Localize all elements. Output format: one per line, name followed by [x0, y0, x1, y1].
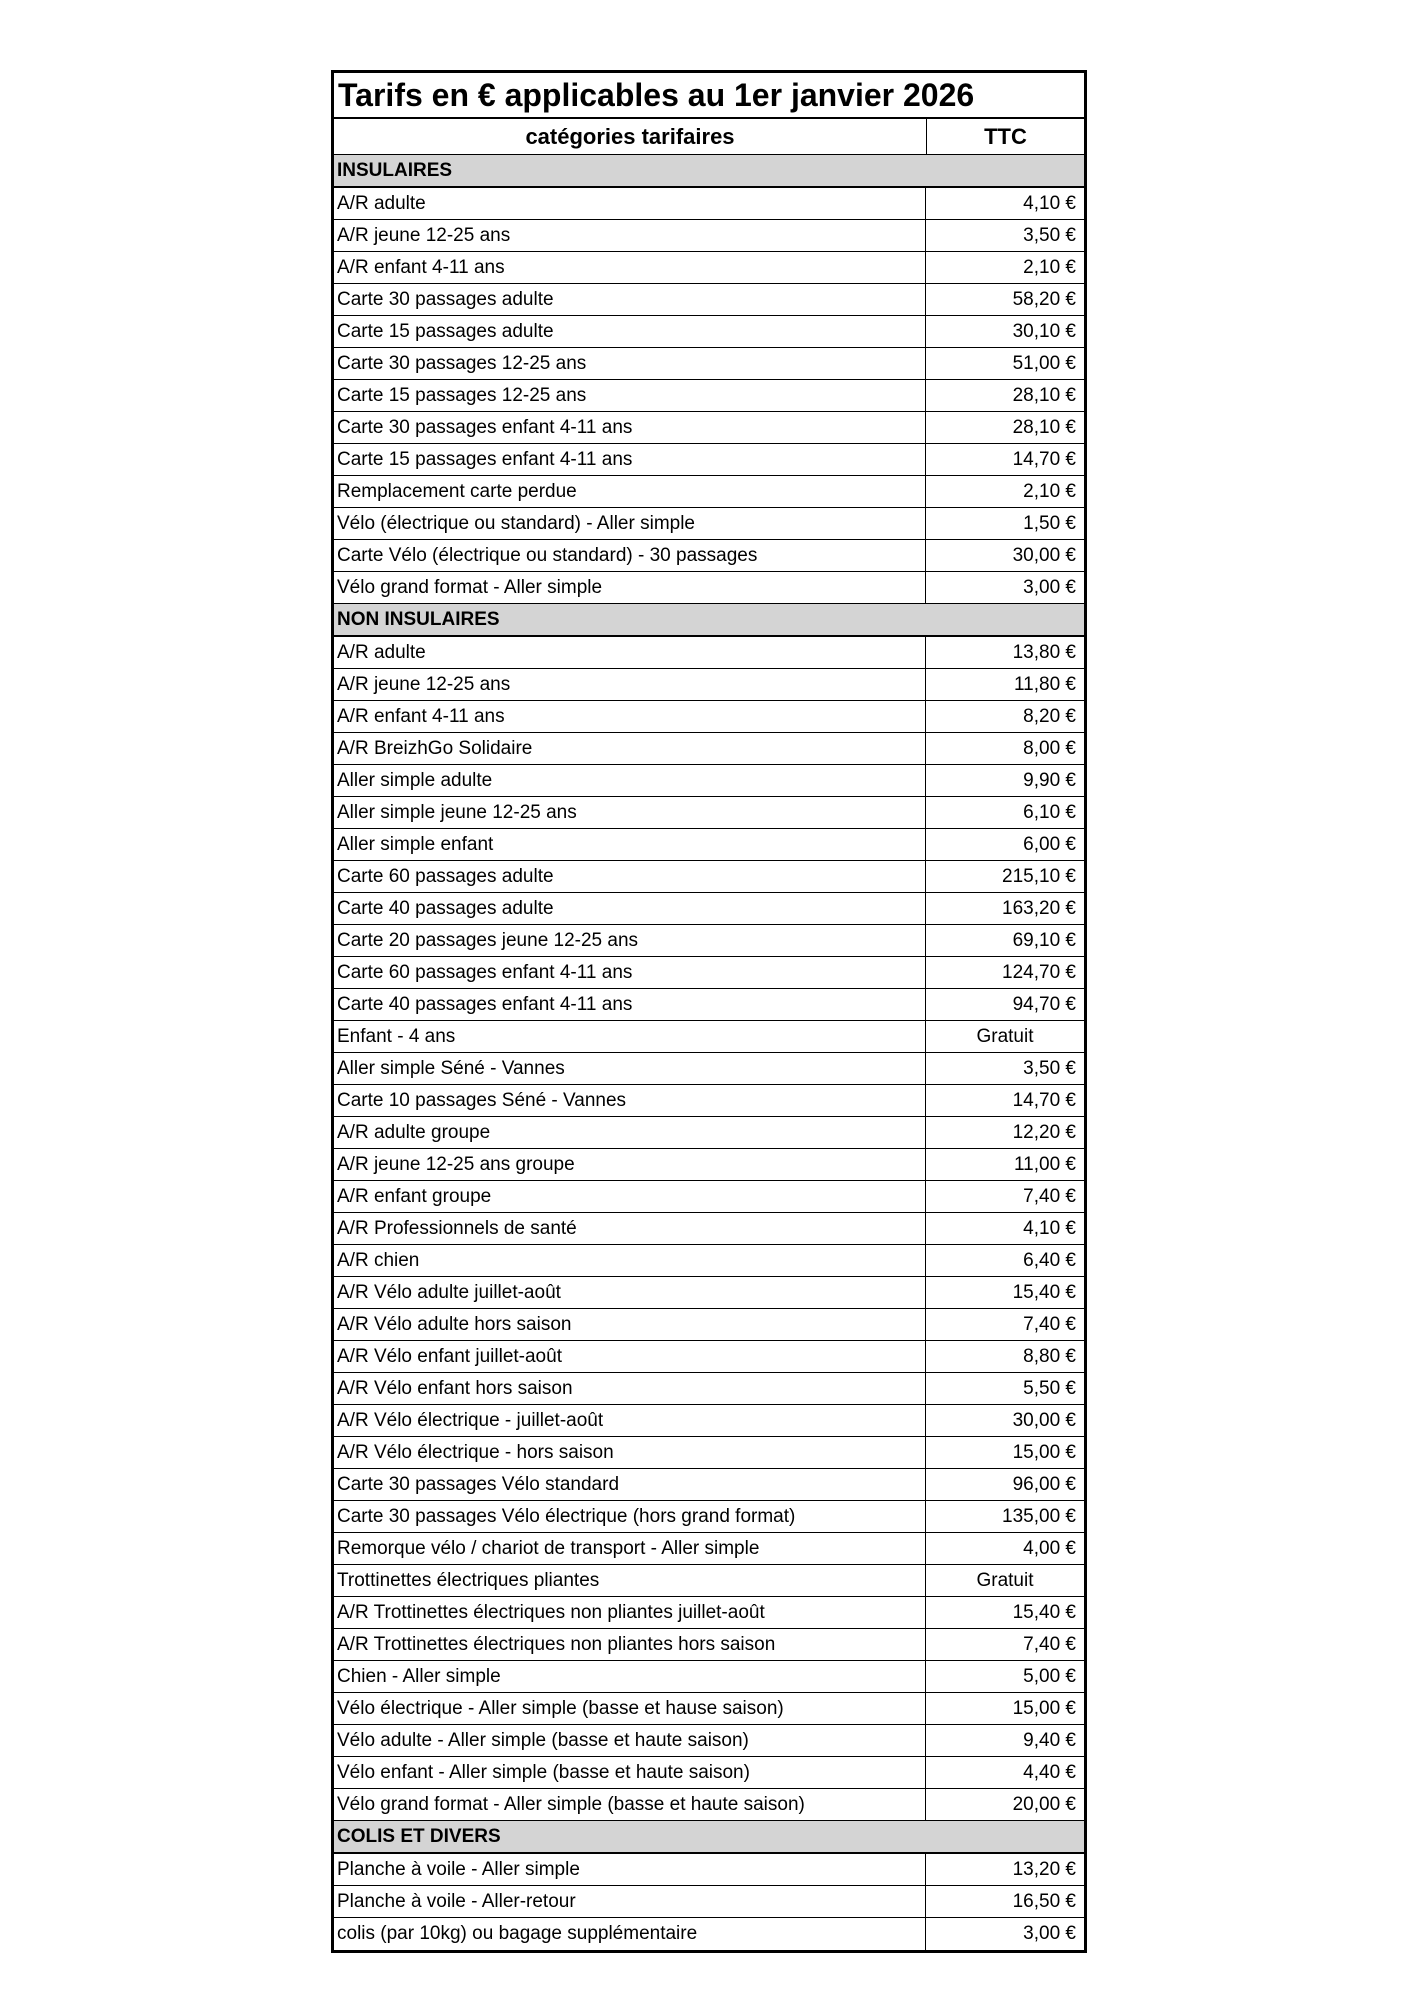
row-label: Carte 30 passages adulte: [334, 284, 926, 315]
row-price: 7,40 €: [1023, 1634, 1076, 1655]
row-label: A/R Vélo adulte juillet-août: [334, 1277, 926, 1308]
row-price: 15,40 €: [1012, 1602, 1076, 1623]
table-row: [334, 1629, 1084, 1661]
row-price: 8,00 €: [1023, 738, 1076, 759]
table-row: [334, 1661, 1084, 1693]
row-price: 6,10 €: [1023, 802, 1076, 823]
row-label: A/R adulte: [334, 637, 926, 668]
row-label: Vélo adulte - Aller simple (basse et haute saison): [334, 1725, 926, 1756]
table-row: [334, 829, 1084, 861]
row-label: A/R enfant groupe: [334, 1181, 926, 1212]
table-row: [334, 348, 1084, 380]
row-label: Carte 30 passages Vélo standard: [334, 1469, 926, 1500]
row-price: 15,00 €: [1012, 1698, 1076, 1719]
row-label: Remplacement carte perdue: [334, 476, 926, 507]
row-label: Vélo (électrique ou standard) - Aller simple: [334, 508, 926, 539]
row-price: 8,80 €: [1023, 1346, 1076, 1367]
table-row: [334, 1565, 1084, 1597]
table-row: [334, 508, 1084, 540]
row-price: 9,40 €: [1023, 1730, 1076, 1751]
row-price: 3,50 €: [1023, 225, 1076, 246]
row-label: Vélo enfant - Aller simple (basse et haute saison): [334, 1757, 926, 1788]
table-row: [334, 444, 1084, 476]
page-title: Tarifs en € applicables au 1er janvier 2026: [334, 73, 1084, 119]
row-label: Enfant - 4 ans: [334, 1021, 926, 1052]
row-label: A/R chien: [334, 1245, 926, 1276]
table-row: [334, 669, 1084, 701]
table-row: [334, 220, 1084, 252]
table-row: [334, 1597, 1084, 1629]
table-row: [334, 957, 1084, 989]
row-price: 69,10 €: [1012, 930, 1076, 951]
table-row: [334, 1789, 1084, 1821]
row-label: Carte 20 passages jeune 12-25 ans: [334, 925, 926, 956]
row-price: 7,40 €: [1023, 1186, 1076, 1207]
row-price: 2,10 €: [1023, 257, 1076, 278]
table-row: [334, 701, 1084, 733]
row-price: 13,20 €: [1012, 1859, 1076, 1880]
row-price: 4,10 €: [1023, 1218, 1076, 1239]
table-row: [334, 1245, 1084, 1277]
row-label: A/R Vélo électrique - juillet-août: [334, 1405, 926, 1436]
row-label: Carte 30 passages enfant 4-11 ans: [334, 412, 926, 443]
row-price: 5,00 €: [1023, 1666, 1076, 1687]
section-header: COLIS ET DIVERS: [334, 1821, 1084, 1854]
row-price: 3,00 €: [1023, 577, 1076, 598]
row-price: 6,00 €: [1023, 834, 1076, 855]
row-label: Carte 40 passages adulte: [334, 893, 926, 924]
row-label: Carte 10 passages Séné - Vannes: [334, 1085, 926, 1116]
row-price: 2,10 €: [1023, 481, 1076, 502]
row-price: 3,50 €: [1023, 1058, 1076, 1079]
table-row: [334, 1341, 1084, 1373]
row-label: Planche à voile - Aller-retour: [334, 1886, 926, 1917]
row-price: 28,10 €: [1012, 385, 1076, 406]
row-price: 3,00 €: [1023, 1923, 1076, 1944]
table-row: [334, 1725, 1084, 1757]
row-label: Carte Vélo (électrique ou standard) - 30 passages: [334, 540, 926, 571]
table-row: [334, 765, 1084, 797]
table-row: [334, 1277, 1084, 1309]
row-label: A/R enfant 4-11 ans: [334, 252, 926, 283]
row-price: 15,00 €: [1012, 1442, 1076, 1463]
table-row: [334, 380, 1084, 412]
row-label: Vélo grand format - Aller simple (basse et haute saison): [334, 1789, 926, 1820]
row-price: 14,70 €: [1012, 449, 1076, 470]
row-label: Vélo électrique - Aller simple (basse et hause saison): [334, 1693, 926, 1724]
table-header: [334, 119, 1084, 155]
table-row: [334, 1085, 1084, 1117]
row-label: A/R Professionnels de santé: [334, 1213, 926, 1244]
row-label: A/R jeune 12-25 ans groupe: [334, 1149, 926, 1180]
row-label: A/R enfant 4-11 ans: [334, 701, 926, 732]
table-row: [334, 637, 1084, 669]
row-price: 124,70 €: [1002, 962, 1076, 983]
table-row: [334, 1533, 1084, 1565]
row-price: 5,50 €: [1023, 1378, 1076, 1399]
row-price: 94,70 €: [1012, 994, 1076, 1015]
row-price: 15,40 €: [1012, 1282, 1076, 1303]
row-price: 28,10 €: [1012, 417, 1076, 438]
row-label: A/R Vélo enfant juillet-août: [334, 1341, 926, 1372]
row-price: 4,10 €: [1023, 193, 1076, 214]
row-label: Trottinettes électriques pliantes: [334, 1565, 926, 1596]
row-price: 30,10 €: [1012, 321, 1076, 342]
table-row: [334, 1309, 1084, 1341]
row-label: colis (par 10kg) ou bagage supplémentaire: [334, 1918, 926, 1950]
table-row: [334, 572, 1084, 604]
table-row: [334, 476, 1084, 508]
table-row: [334, 316, 1084, 348]
row-label: Planche à voile - Aller simple: [334, 1854, 926, 1885]
table-row: [334, 1021, 1084, 1053]
row-label: A/R Vélo enfant hors saison: [334, 1373, 926, 1404]
row-price: 58,20 €: [1012, 289, 1076, 310]
row-price: Gratuit: [976, 1026, 1034, 1047]
row-price: 8,20 €: [1023, 706, 1076, 727]
row-label: A/R Trottinettes électriques non pliantes hors saison: [334, 1629, 926, 1660]
header-price: TTC: [984, 124, 1027, 149]
row-label: Chien - Aller simple: [334, 1661, 926, 1692]
row-price: 215,10 €: [1002, 866, 1076, 887]
table-row: [334, 188, 1084, 220]
header-category: catégories tarifaires: [334, 119, 927, 154]
row-label: A/R BreizhGo Solidaire: [334, 733, 926, 764]
row-label: A/R adulte groupe: [334, 1117, 926, 1148]
row-price: 135,00 €: [1002, 1506, 1076, 1527]
row-price: 4,00 €: [1023, 1538, 1076, 1559]
table-row: [334, 1501, 1084, 1533]
table-row: [334, 1117, 1084, 1149]
row-label: Carte 30 passages Vélo électrique (hors grand format): [334, 1501, 926, 1532]
table-row: [334, 1149, 1084, 1181]
row-price: 14,70 €: [1012, 1090, 1076, 1111]
table-row: [334, 925, 1084, 957]
row-label: Carte 40 passages enfant 4-11 ans: [334, 989, 926, 1020]
row-label: A/R Vélo électrique - hors saison: [334, 1437, 926, 1468]
section-header: INSULAIRES: [334, 155, 1084, 188]
row-label: Carte 15 passages 12-25 ans: [334, 380, 926, 411]
row-price: 1,50 €: [1023, 513, 1076, 534]
row-price: 12,20 €: [1012, 1122, 1076, 1143]
row-label: Carte 60 passages enfant 4-11 ans: [334, 957, 926, 988]
row-label: Carte 15 passages adulte: [334, 316, 926, 347]
row-price: 51,00 €: [1012, 353, 1076, 374]
row-label: Carte 60 passages adulte: [334, 861, 926, 892]
row-label: A/R Trottinettes électriques non pliantes juillet-août: [334, 1597, 926, 1628]
row-label: Vélo grand format - Aller simple: [334, 572, 926, 603]
table-row: [334, 1373, 1084, 1405]
table-row: [334, 1854, 1084, 1886]
row-label: Aller simple enfant: [334, 829, 926, 860]
row-label: A/R jeune 12-25 ans: [334, 669, 926, 700]
row-price: 30,00 €: [1012, 1410, 1076, 1431]
table-row: [334, 1886, 1084, 1918]
tariff-table: [331, 70, 1087, 1953]
table-row: [334, 733, 1084, 765]
section-header: NON INSULAIRES: [334, 604, 1084, 637]
table-row: [334, 412, 1084, 444]
row-price: 11,80 €: [1014, 674, 1076, 695]
table-row: [334, 1405, 1084, 1437]
table-row: [334, 893, 1084, 925]
row-label: Remorque vélo / chariot de transport - Aller simple: [334, 1533, 926, 1564]
row-label: Aller simple adulte: [334, 765, 926, 796]
row-label: A/R Vélo adulte hors saison: [334, 1309, 926, 1340]
table-row: [334, 1213, 1084, 1245]
table-row: [334, 1469, 1084, 1501]
row-price: 163,20 €: [1002, 898, 1076, 919]
row-price: 9,90 €: [1023, 770, 1076, 791]
table-row: [334, 1053, 1084, 1085]
table-row: [334, 1437, 1084, 1469]
row-label: Carte 15 passages enfant 4-11 ans: [334, 444, 926, 475]
row-price: 30,00 €: [1012, 545, 1076, 566]
table-row: [334, 284, 1084, 316]
table-row: [334, 989, 1084, 1021]
table-row: [334, 797, 1084, 829]
table-row: [334, 861, 1084, 893]
table-row: [334, 1918, 1084, 1950]
row-price: 7,40 €: [1023, 1314, 1076, 1335]
table-row: [334, 1693, 1084, 1725]
table-row: [334, 1181, 1084, 1213]
row-price: 96,00 €: [1012, 1474, 1076, 1495]
row-label: Aller simple Séné - Vannes: [334, 1053, 926, 1084]
row-price: 13,80 €: [1012, 642, 1076, 663]
table-body: [334, 155, 1084, 1950]
row-price: 11,00 €: [1014, 1154, 1076, 1175]
table-row: [334, 540, 1084, 572]
row-label: A/R jeune 12-25 ans: [334, 220, 926, 251]
row-label: Carte 30 passages 12-25 ans: [334, 348, 926, 379]
row-price: 16,50 €: [1012, 1891, 1076, 1912]
row-price: 20,00 €: [1012, 1794, 1076, 1815]
row-label: Aller simple jeune 12-25 ans: [334, 797, 926, 828]
row-label: A/R adulte: [334, 188, 926, 219]
row-price: 4,40 €: [1023, 1762, 1076, 1783]
row-price: 6,40 €: [1023, 1250, 1076, 1271]
table-row: [334, 252, 1084, 284]
table-row: [334, 1757, 1084, 1789]
row-price: Gratuit: [976, 1570, 1034, 1591]
